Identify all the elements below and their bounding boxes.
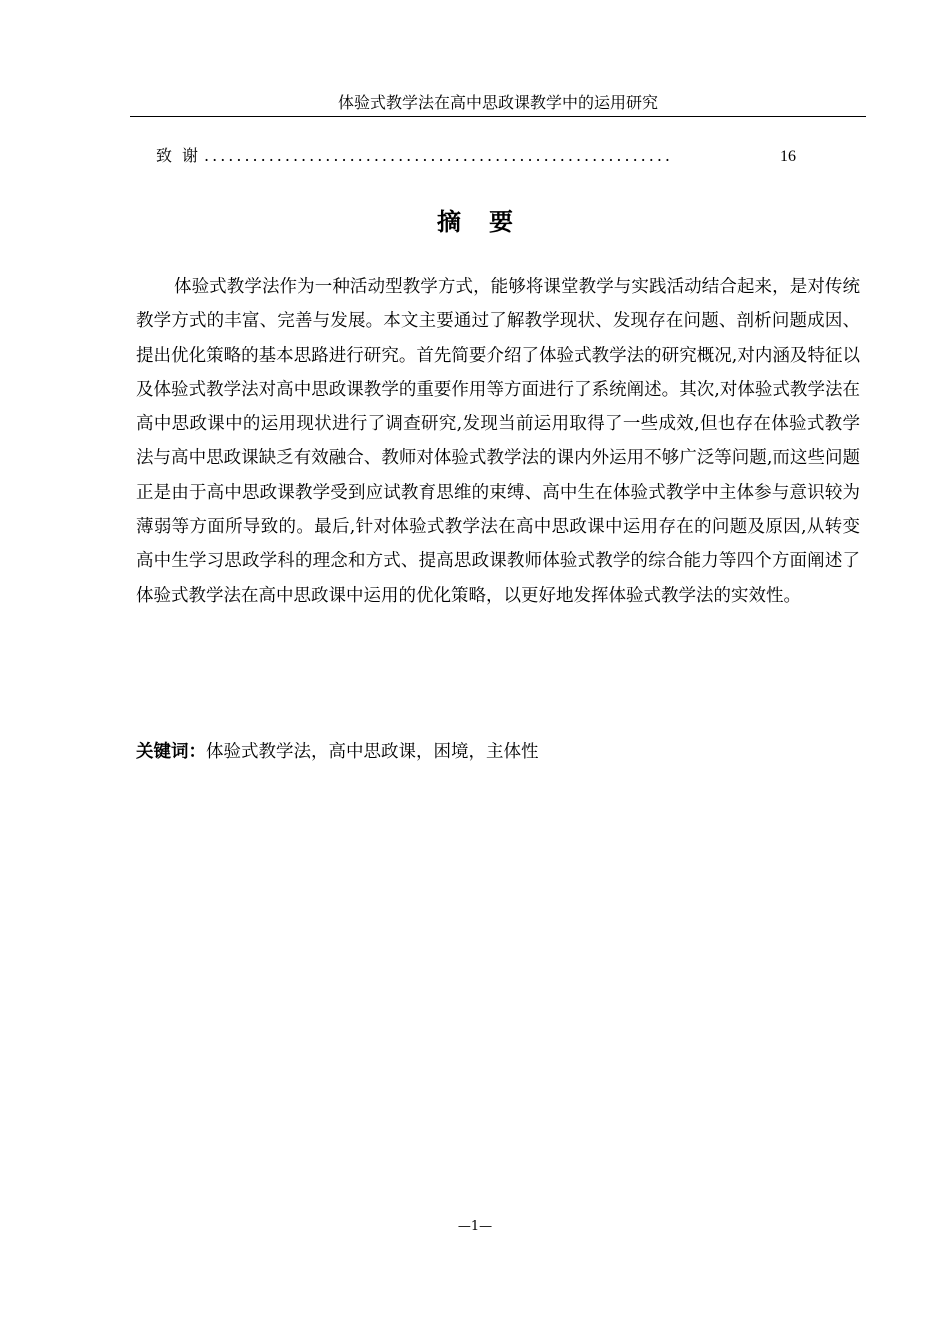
toc-entry-label: 致谢 bbox=[156, 146, 209, 165]
page-number: —1— bbox=[457, 1219, 493, 1234]
running-header: 体验式教学法在高中思政课教学中的运用研究 bbox=[130, 94, 866, 117]
toc-entry-acknowledgements[interactable] bbox=[156, 144, 796, 168]
keywords-text: 体验式教学法，高中思政课，困境，主体性 bbox=[206, 742, 539, 762]
abstract-paragraph: 体验式教学法作为一种活动型教学方式，能够将课堂教学与实践活动结合起来，是对传统教学方式的丰富、完善与发展。本文主要通过了解教学现状、发现存在问题、剖析问题成因、提出优化策略的基本思路进行研究。首先简要介绍了体验式教学法的研究概况,对内涵及特征以及体验式教学法对高中思政课教学的重要作用等方面进行了系统阐述。其次,对体验式教学法在高中思政课中的运用现状进行了调查研究,发现当前运用取得了一些成效,但也存在体验式教学法与高中思政课缺乏有效融合、教师对体验式教学法的课内外运用不够广泛等问题,而这些问题正是由于高中思政课教学受到应试教育思维的束缚、高中生在体验式教学中主体参与意识较为薄弱等方面所导致的。最后,针对体验式教学法在高中思政课中运用存在的问题及原因,从转变高中生学习思政学科的理念和方式、提高思政课教师体验式教学的综合能力等四个方面阐述了体验式教学法在高中思政课中运用的优化策略，以更好地发挥体验式教学法的实效性。 bbox=[136, 277, 860, 606]
toc-leader-dots: .......................................................... bbox=[204, 146, 673, 165]
keywords-label: 关键词： bbox=[136, 742, 206, 762]
toc-entry-page-number: 16 bbox=[780, 148, 796, 165]
abstract-heading: 摘要 bbox=[437, 208, 541, 236]
keywords-line bbox=[136, 735, 860, 769]
